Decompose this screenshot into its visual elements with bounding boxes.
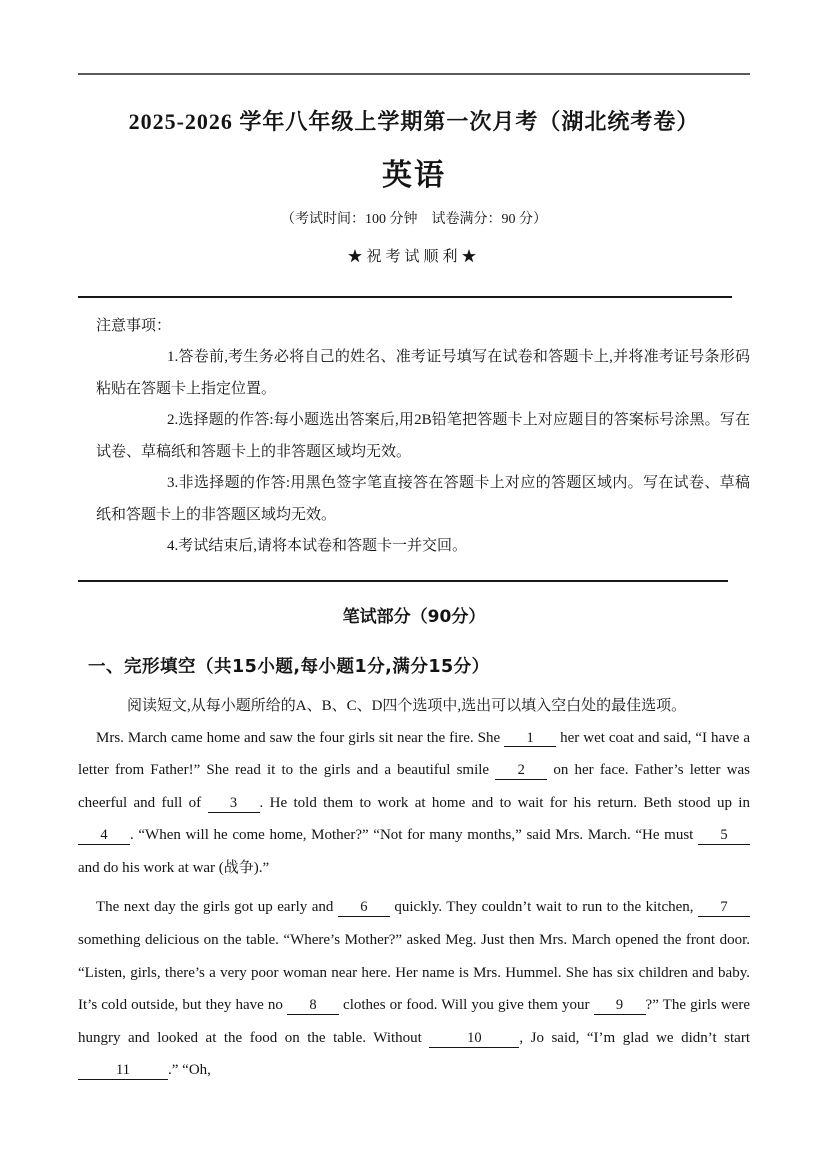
cloze-blank-8: 8	[287, 998, 339, 1015]
exam-title: 2025-2026 学年八年级上学期第一次月考（湖北统考卷）	[128, 109, 700, 134]
cloze-blank-5: 5	[698, 828, 750, 845]
passage-paragraph: Mrs. March came home and saw the four girls sit near the fire. She 1 her wet coat and said, “I have a letter from Father!” She read it to the girls and a beautiful smile 2 on her face. Father’s letter was cheerful and full of 3 . He told them to work at home and to wait for his return. Beth stood up in 4 . “When will he come home, Mother?” “Not for many months,” said Mrs. March. “He must 5 and do his work at war (战争).”	[78, 729, 750, 876]
notice-bottom-divider	[78, 580, 728, 582]
cloze-blank-1: 1	[504, 731, 556, 748]
cloze-blank-6: 6	[338, 900, 390, 917]
notice-item-1: 1.答卷前,考生务必将自己的姓名、准考证号填写在试卷和答题卡上,并将准考证号条形码粘贴在答题卡上指定位置。	[96, 349, 750, 397]
page-content	[0, 73, 827, 1087]
cloze-blank-2: 2	[495, 763, 547, 780]
cloze-blank-9: 9	[594, 998, 646, 1015]
cloze-blank-11: 11	[78, 1063, 168, 1080]
cloze-blank-3: 3	[208, 796, 260, 813]
section-one-instructions: 阅读短文,从每小题所给的A、B、C、D四个选项中,选出可以填入空白处的最佳选项。	[127, 697, 687, 714]
cloze-blank-10: 10	[429, 1031, 519, 1048]
notice-item-4: 4.考试结束后,请将本试卷和答题卡一并交回。	[167, 538, 468, 554]
section-one-heading: 一、完形填空（共15小题,每小题1分,满分15分）	[88, 656, 490, 677]
notice-item-2: 2.选择题的作答:每小题选出答案后,用2B铅笔把答题卡上对应题目的答案标号涂黑。写在试卷、草稿纸和答题卡上的非答题区域均无效。	[96, 412, 750, 460]
written-part-title: 笔试部分（90分）	[342, 606, 486, 627]
wish-line: ★祝考试顺利★	[347, 249, 481, 265]
notice-item-3: 3.非选择题的作答:用黑色签字笔直接答在答题卡上对应的答题区域内。写在试卷、草稿纸和答题卡上的非答题区域均无效。	[96, 475, 750, 523]
cloze-passage	[78, 722, 750, 1088]
notice-heading: 注意事项：	[96, 318, 172, 334]
top-divider	[78, 73, 750, 75]
cloze-blank-7: 7	[698, 900, 750, 917]
notice-section	[96, 311, 750, 563]
notice-top-divider	[78, 296, 732, 298]
subject-title: 英语	[382, 158, 446, 193]
passage-paragraph: The next day the girls got up early and 6 quickly. They couldn’t wait to run to the kitchen, 7 something delicious on the table. “Where’s Mother?” asked Meg. Just then Mrs. March opened the front door. “Listen, girls, there’s a very poor woman near here. Her name is Mrs. Hummel. She has six children and baby. It’s cold outside, but they have no 8 clothes or food. Will you give them your 9 ?” The girls were hungry and looked at the food on the table. Without 10 , Jo said, “I’m glad we didn’t start 11 .” “Oh,	[78, 899, 751, 1079]
exam-info-line: （考试时间：100 分钟 试卷满分：90 分）	[281, 212, 547, 227]
cloze-blank-4: 4	[78, 828, 130, 845]
